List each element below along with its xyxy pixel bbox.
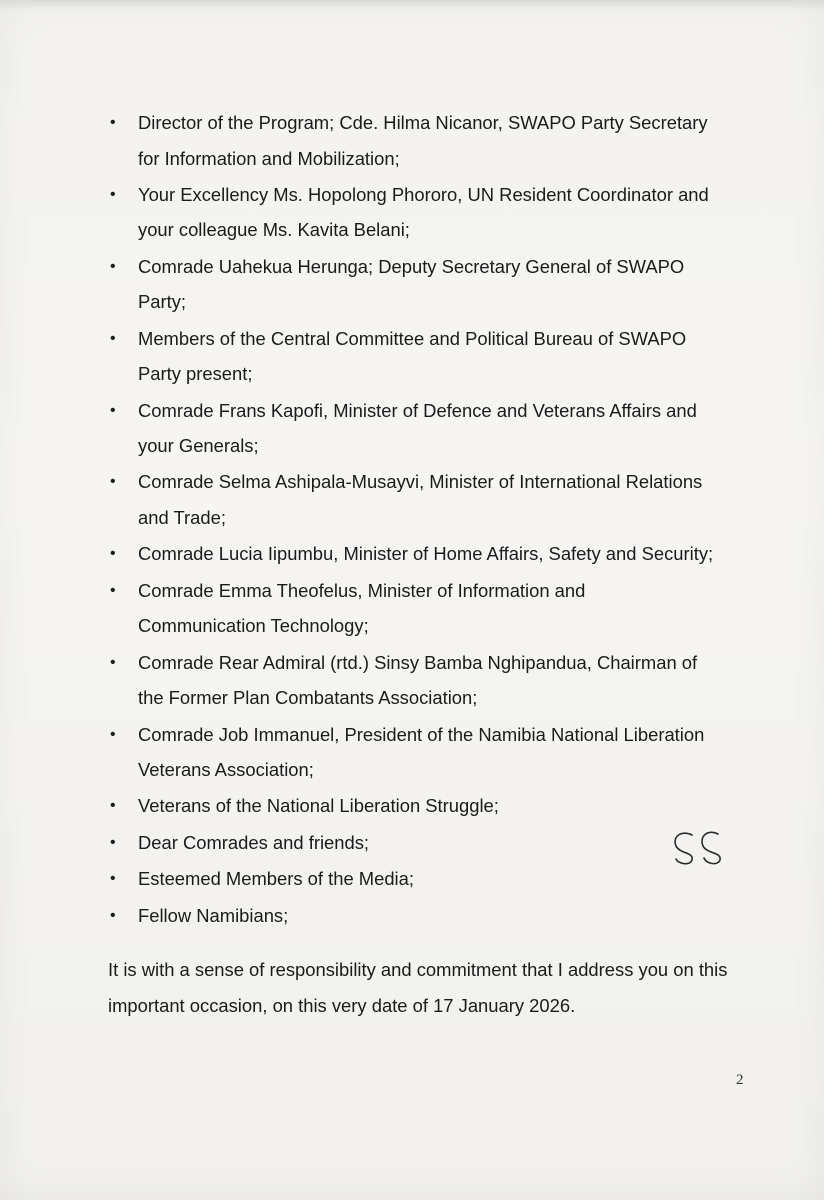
page-top-edge xyxy=(0,0,824,10)
addressee-line: Communication Technology; xyxy=(138,615,369,637)
bullet-icon: • xyxy=(110,473,116,491)
addressee-line: Members of the Central Committee and Political Bureau of SWAPO xyxy=(138,327,687,349)
closing-line: It is with a sense of responsibility and commitment that I address you on this xyxy=(108,959,728,980)
addressee-item xyxy=(108,464,758,535)
addressee-item xyxy=(108,393,758,464)
bullet-icon: • xyxy=(110,725,116,743)
addressee-line: Comrade Uahekua Herunga; Deputy Secretary General of SWAPO xyxy=(138,255,685,277)
addressee-line: Your Excellency Ms. Hopolong Phororo, UN Resident Coordinator and xyxy=(138,183,709,205)
addressee-item xyxy=(108,536,758,572)
closing-paragraph xyxy=(108,952,768,1024)
addressee-line: Comrade Rear Admiral (rtd.) Sinsy Bamba Nghipandua, Chairman of xyxy=(138,651,698,673)
addressee-line: Comrade Selma Ashipala-Musayvi, Minister of International Relations xyxy=(138,471,703,493)
bullet-icon: • xyxy=(110,257,116,275)
addressee-line: Director of the Program; Cde. Hilma Nicanor, SWAPO Party Secretary xyxy=(138,112,708,133)
bullet-icon: • xyxy=(110,401,116,419)
addressee-line: your colleague Ms. Kavita Belani; xyxy=(138,219,410,241)
bullet-icon: • xyxy=(110,906,116,924)
addressee-line: Veterans Association; xyxy=(138,759,314,781)
addressee-line: and Trade; xyxy=(138,506,226,528)
page-number: 2 xyxy=(736,1072,744,1088)
addressee-item xyxy=(108,717,758,788)
addressee-item xyxy=(108,321,758,392)
addressee-line: Dear Comrades and friends; xyxy=(138,831,370,853)
bullet-icon: • xyxy=(110,797,116,815)
bullet-icon: • xyxy=(110,870,116,888)
bullet-icon: • xyxy=(110,581,116,599)
closing-line: important occasion, on this very date of 17 January 2026. xyxy=(108,995,576,1016)
bullet-icon: • xyxy=(110,329,116,347)
addressee-item xyxy=(108,573,758,644)
addressee-list xyxy=(108,105,758,934)
addressee-line: Party present; xyxy=(138,363,253,385)
addressee-line: for Information and Mobilization; xyxy=(138,147,400,169)
handwritten-initials-signature xyxy=(668,826,738,868)
addressee-item xyxy=(108,825,758,861)
addressee-line: the Former Plan Combatants Association; xyxy=(138,687,478,709)
bullet-icon: • xyxy=(110,545,116,563)
addressee-line: Comrade Lucia Iipumbu, Minister of Home Affairs, Safety and Security; xyxy=(138,543,714,565)
bullet-icon: • xyxy=(110,114,116,131)
addressee-line: Veterans of the National Liberation Struggle; xyxy=(138,795,499,817)
addressee-line: Comrade Job Immanuel, President of the Namibia National Liberation xyxy=(138,723,705,745)
bullet-icon: • xyxy=(110,185,116,203)
addressee-item xyxy=(108,105,758,176)
addressee-line: Fellow Namibians; xyxy=(138,904,289,926)
addressee-item xyxy=(108,788,758,824)
addressee-item xyxy=(108,898,758,934)
addressee-line: Comrade Frans Kapofi, Minister of Defence and Veterans Affairs and xyxy=(138,399,697,421)
addressee-item xyxy=(108,645,758,716)
addressee-line: your Generals; xyxy=(138,435,259,457)
addressee-line: Esteemed Members of the Media; xyxy=(138,868,414,890)
bullet-icon: • xyxy=(110,833,116,851)
addressee-item xyxy=(108,861,758,897)
addressee-item xyxy=(108,177,758,248)
addressee-item xyxy=(108,249,758,320)
addressee-line: Comrade Emma Theofelus, Minister of Information and xyxy=(138,579,586,601)
bullet-icon: • xyxy=(110,653,116,671)
addressee-line: Party; xyxy=(138,291,187,313)
